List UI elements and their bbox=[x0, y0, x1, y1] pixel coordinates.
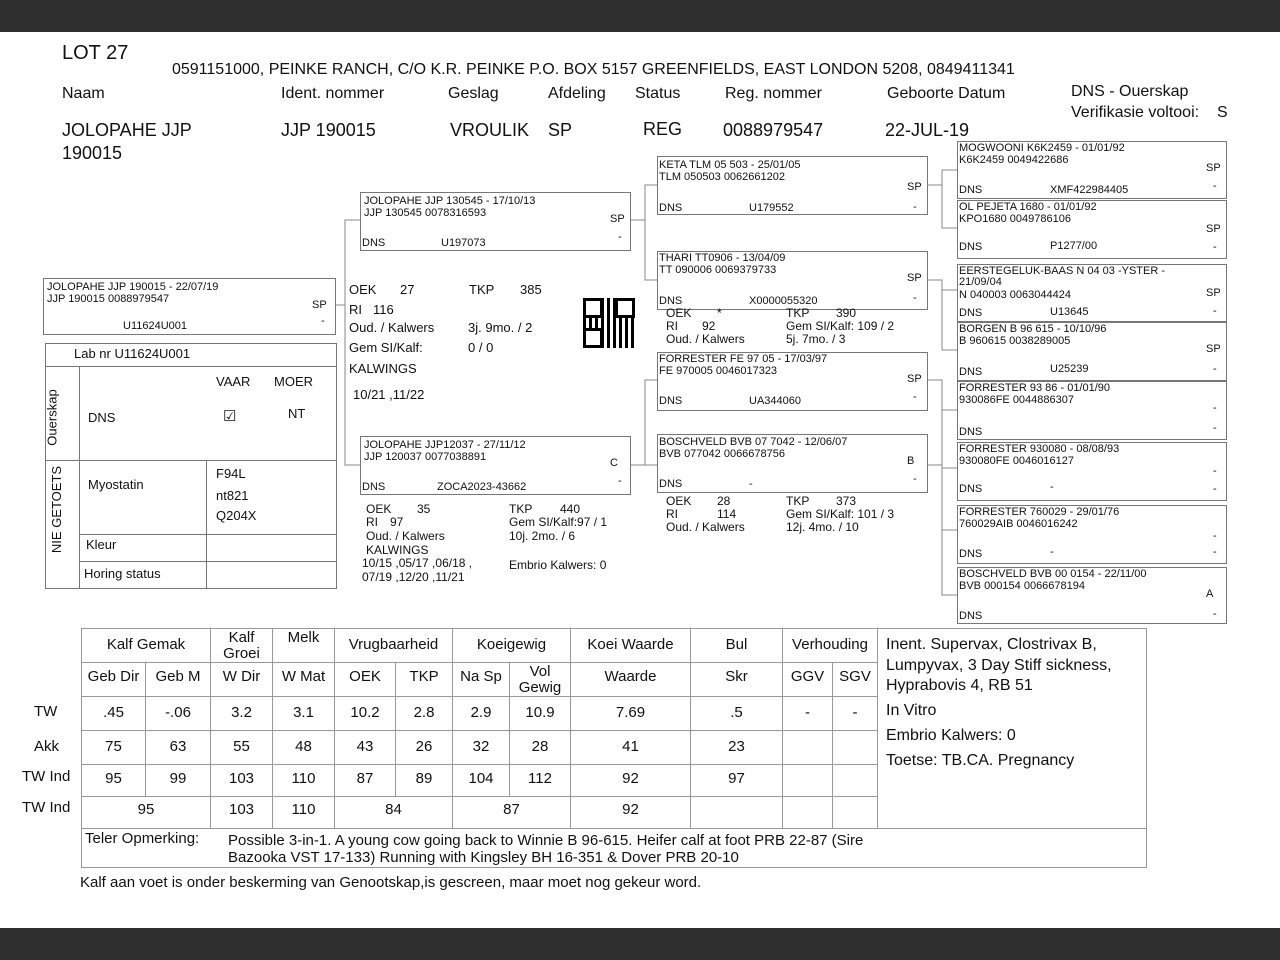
gp3-dash: - bbox=[913, 391, 917, 403]
nie-getoets-label: NIE GETOETS bbox=[49, 465, 65, 554]
akk-value: 32 bbox=[472, 738, 490, 755]
gp3-code: UA344060 bbox=[749, 395, 801, 407]
label-afdeling: Afdeling bbox=[548, 85, 606, 102]
gp2-gem: Gem SI/Kalf: 109 / 2 bbox=[786, 319, 895, 333]
ggp2-code: P1277/00 bbox=[1050, 240, 1098, 252]
animal-reg: 0088979547 bbox=[723, 120, 824, 140]
sub-vol-gewig: Vol Gewig bbox=[518, 663, 562, 696]
ggp4-sp: SP bbox=[1206, 343, 1221, 355]
subject-line2: JJP 190015 0088979547 bbox=[47, 293, 170, 305]
animal-ident: JJP 190015 bbox=[281, 120, 376, 140]
gp1-code: U179552 bbox=[749, 202, 794, 214]
gp4-line2: BVB 077042 0066678756 bbox=[659, 448, 786, 460]
subj-kalw-dates: 10/21 ,11/22 bbox=[353, 387, 425, 402]
myo-val-3: Q204X bbox=[216, 508, 257, 523]
checkbox-icon: ☑ bbox=[223, 408, 237, 425]
akk-value: 41 bbox=[622, 738, 639, 755]
ggp7-line2: 760029AIB 0046016242 bbox=[959, 518, 1078, 530]
ggp2-line2: KPO1680 0049786106 bbox=[959, 213, 1071, 225]
tw-ind2-value: 84 bbox=[385, 801, 402, 818]
grp-kalf-groei: Kalf Groei bbox=[223, 629, 260, 662]
horing-label: Horing status bbox=[84, 566, 161, 581]
tw-ind-value: 104 bbox=[468, 770, 494, 787]
dam-oek-label: OEK bbox=[366, 502, 392, 516]
tw-value: - bbox=[805, 704, 810, 721]
tw-value: 10.2 bbox=[350, 704, 380, 721]
grp-verhouding: Verhouding bbox=[792, 636, 868, 653]
moer-label: MOER bbox=[274, 374, 313, 389]
ggp6-dash: - bbox=[1213, 483, 1217, 495]
gp4-tkp-label: TKP bbox=[786, 494, 810, 508]
gp1-dns: DNS bbox=[659, 202, 683, 214]
ggp-box-3 bbox=[957, 264, 1227, 322]
myostatin-label: Myostatin bbox=[88, 477, 144, 492]
dam-gem: Gem SI/Kalf:97 / 1 bbox=[509, 515, 608, 529]
tw-ind2-value: 110 bbox=[291, 801, 316, 818]
dam-oek: 35 bbox=[417, 502, 431, 516]
tw-value: - bbox=[852, 704, 858, 721]
ggp-box-2 bbox=[957, 200, 1227, 259]
label-status: Status bbox=[635, 85, 681, 102]
gp2-line1: THARI TT0906 - 13/04/09 bbox=[659, 252, 786, 264]
sub-w-mat: W Mat bbox=[281, 668, 326, 685]
inent-line3: Hyprabovis 4, RB 51 bbox=[886, 677, 1033, 694]
sub-tkp: TKP bbox=[409, 668, 439, 685]
gp1-line2: TLM 050503 0062661202 bbox=[659, 171, 785, 183]
grandparent-box-2 bbox=[657, 251, 928, 310]
ggp6-sp: - bbox=[1213, 465, 1217, 477]
ggp5-line2: 930086FE 0044886307 bbox=[959, 394, 1074, 406]
dam-kalwings: KALWINGS bbox=[366, 543, 429, 557]
row-label-akk: Akk bbox=[34, 738, 60, 755]
ggp3-line1b: 21/09/04 bbox=[959, 276, 1002, 288]
gp4-dns: DNS bbox=[659, 478, 683, 490]
animal-name: JOLOPAHE JJP bbox=[62, 120, 192, 140]
remarks-line2: Bazooka VST 17-133) Running with Kingsley BH 16-351 & Dover PRB 20-10 bbox=[228, 849, 739, 866]
sub-geb-dir: Geb Dir bbox=[87, 668, 140, 685]
sub-geb-m: Geb M bbox=[155, 668, 201, 685]
gp1-line1: KETA TLM 05 503 - 25/01/05 bbox=[659, 159, 801, 171]
label-geslag: Geslag bbox=[448, 85, 499, 102]
label-geboorte: Geboorte Datum bbox=[887, 85, 1006, 102]
inent-line2: Lumpyvax, 3 Day Stiff sickness, bbox=[886, 657, 1112, 674]
dam-dates-1: 10/15 ,05/17 ,06/18 , bbox=[362, 556, 473, 570]
gp2-tkp: 390 bbox=[836, 306, 857, 320]
ggp2-sp: SP bbox=[1206, 223, 1221, 235]
sub-oek: OEK bbox=[349, 668, 381, 685]
dam-tkp-label: TKP bbox=[509, 502, 533, 516]
gp4-dash: - bbox=[913, 473, 917, 485]
subject-line1: JOLOPAHE JJP 190015 - 22/07/19 bbox=[47, 281, 219, 293]
dns-label: DNS bbox=[88, 410, 116, 425]
label-ident: Ident. nommer bbox=[281, 85, 385, 102]
row-label-tw: TW bbox=[34, 703, 58, 720]
grandparent-box-1 bbox=[657, 156, 928, 215]
dam-box bbox=[360, 436, 631, 495]
gp2-tkp-label: TKP bbox=[786, 306, 810, 320]
tw-value: 2.8 bbox=[413, 704, 435, 721]
tw-ind-value: 110 bbox=[291, 770, 316, 787]
tw-ind-value: 92 bbox=[622, 770, 639, 787]
ggp7-code: - bbox=[1050, 546, 1054, 558]
gp2-oek: * bbox=[717, 306, 722, 320]
gp4-ri: 114 bbox=[717, 507, 737, 521]
tw-value: 7.69 bbox=[615, 704, 646, 721]
ggp7-line1: FORRESTER 760029 - 29/01/76 bbox=[959, 506, 1120, 518]
gp2-oek-label: OEK bbox=[666, 306, 692, 320]
ggp1-code: XMF422984405 bbox=[1050, 184, 1129, 196]
dam-dns: DNS bbox=[362, 481, 386, 493]
sub-w-dir: W Dir bbox=[222, 668, 261, 685]
gp3-line1: FORRESTER FE 97 05 - 17/03/97 bbox=[659, 353, 828, 365]
grp-kalf-gemak: Kalf Gemak bbox=[106, 636, 186, 653]
gp4-age: 12j. 4mo. / 10 bbox=[786, 520, 859, 534]
label-naam: Naam bbox=[62, 85, 105, 102]
myo-val-2: nt821 bbox=[216, 488, 249, 503]
tw-ind2-value: 92 bbox=[622, 801, 639, 818]
lab-box bbox=[45, 343, 337, 589]
lot-number: LOT 27 bbox=[62, 42, 129, 64]
dam-ri: 97 bbox=[390, 515, 404, 529]
in-vitro: In Vitro bbox=[886, 702, 937, 719]
gp4-oek-label: OEK bbox=[666, 494, 692, 508]
sub-sgv: SGV bbox=[839, 668, 871, 685]
dam-embrio: Embrio Kalwers: 0 bbox=[509, 558, 607, 572]
sub-na-sp: Na Sp bbox=[460, 668, 502, 685]
tw-value: 2.9 bbox=[470, 704, 492, 721]
label-reg: Reg. nommer bbox=[725, 85, 822, 102]
subj-gem-label: Gem SI/Kalf: bbox=[349, 340, 423, 355]
akk-value: 63 bbox=[169, 738, 187, 755]
lab-title: Lab nr U11624U001 bbox=[74, 346, 191, 361]
ggp6-line1: FORRESTER 930080 - 08/08/93 bbox=[959, 443, 1120, 455]
sire-dash: - bbox=[618, 231, 622, 243]
gp4-oud-label: Oud. / Kalwers bbox=[666, 520, 745, 534]
gp4-gem: Gem SI/Kalf: 101 / 3 bbox=[786, 507, 895, 521]
dam-line2: JJP 120037 0077038891 bbox=[364, 451, 487, 463]
ggp2-dash: - bbox=[1213, 241, 1217, 253]
ggp6-line2: 930080FE 0046016127 bbox=[959, 455, 1074, 467]
gp1-sp: SP bbox=[907, 181, 922, 193]
qr-code-icon bbox=[583, 298, 635, 348]
gp2-ri: 92 bbox=[702, 319, 716, 333]
tw-ind2-value: 95 bbox=[137, 801, 155, 818]
animal-afdeling: SP bbox=[548, 120, 573, 140]
sire-sp: SP bbox=[610, 213, 625, 225]
tw-ind-value: 89 bbox=[415, 770, 433, 787]
ggp1-line1: MOGWOONI K6K2459 - 01/01/92 bbox=[959, 142, 1125, 154]
nt-value: NT bbox=[288, 406, 306, 421]
ggp8-sp: A bbox=[1206, 588, 1214, 600]
grp-melk: Melk bbox=[287, 629, 320, 646]
ggp-box-5 bbox=[957, 381, 1227, 440]
kleur-label: Kleur bbox=[86, 537, 117, 552]
dam-oud-label: Oud. / Kalwers bbox=[366, 529, 445, 543]
subj-gem: 0 / 0 bbox=[468, 340, 494, 355]
ggp4-code: U25239 bbox=[1050, 363, 1089, 375]
gp2-line2: TT 090006 0069379733 bbox=[659, 264, 777, 276]
gp4-oek: 28 bbox=[717, 494, 731, 508]
akk-value: 75 bbox=[105, 738, 122, 755]
gp3-line2: FE 970005 0046017323 bbox=[659, 365, 778, 377]
remarks-label: Teler Opmerking: bbox=[85, 830, 200, 847]
subj-ri: 116 bbox=[373, 302, 394, 317]
sire-code: U197073 bbox=[441, 237, 486, 249]
ggp3-sp: SP bbox=[1206, 287, 1221, 299]
tw-value: .45 bbox=[103, 704, 124, 721]
tw-ind2-value: 103 bbox=[228, 801, 255, 818]
gp3-dns: DNS bbox=[659, 395, 683, 407]
akk-value: 55 bbox=[233, 738, 250, 755]
subj-oud-label: Oud. / Kalwers bbox=[349, 320, 435, 335]
ggp1-line2: K6K2459 0049422686 bbox=[959, 154, 1069, 166]
ggp3-line2: N 040003 0063044424 bbox=[959, 289, 1071, 301]
sire-line1: JOLOPAHE JJP 130545 - 17/10/13 bbox=[364, 195, 536, 207]
akk-value: 43 bbox=[356, 738, 374, 755]
ggp1-sp: SP bbox=[1206, 162, 1221, 174]
gp2-code: X0000055320 bbox=[749, 295, 818, 307]
gp4-sp: B bbox=[907, 455, 915, 467]
subject-dash: - bbox=[321, 315, 325, 327]
subj-oek: 27 bbox=[400, 282, 415, 297]
ggp5-dns: DNS bbox=[959, 426, 983, 438]
ggp4-dash: - bbox=[1213, 363, 1217, 375]
label-verifikasie: Verifikasie voltooi: bbox=[1071, 104, 1200, 121]
tw-value: .5 bbox=[730, 704, 743, 721]
ggp2-dns: DNS bbox=[959, 241, 983, 253]
gp2-dns: DNS bbox=[659, 295, 683, 307]
akk-value: 48 bbox=[295, 738, 312, 755]
gp4-ri-label: RI bbox=[666, 507, 678, 521]
gp4-tkp: 373 bbox=[836, 494, 857, 508]
bottom-bar bbox=[0, 928, 1280, 960]
dam-line1: JOLOPAHE JJP12037 - 27/11/12 bbox=[364, 439, 526, 451]
dam-code: ZOCA2023-43662 bbox=[437, 481, 527, 493]
grp-vrugbaarheid: Vrugbaarheid bbox=[348, 636, 439, 653]
dam-dates-2: 07/19 ,12/20 ,11/21 bbox=[362, 570, 465, 584]
sub-ggv: GGV bbox=[790, 668, 825, 685]
dam-dash: - bbox=[618, 475, 622, 487]
subj-oek-label: OEK bbox=[349, 282, 377, 297]
akk-value: 28 bbox=[531, 738, 549, 755]
tw-ind-value: 103 bbox=[228, 770, 255, 787]
ggp7-dash: - bbox=[1213, 546, 1217, 558]
ggp6-dns: DNS bbox=[959, 483, 983, 495]
tw-ind-value: 99 bbox=[169, 770, 187, 787]
sub-waarde: Waarde bbox=[604, 668, 657, 685]
remarks-line1: Possible 3-in-1. A young cow going back to Winnie B 96-615. Heifer calf at foot PRB 22-87 (Sire bbox=[228, 832, 864, 849]
subject-code: U11624U001 bbox=[123, 320, 188, 332]
akk-value: 26 bbox=[415, 738, 433, 755]
ggp3-code: U13645 bbox=[1050, 306, 1089, 318]
gp1-dash: - bbox=[913, 201, 917, 213]
vaar-label: VAAR bbox=[216, 374, 251, 389]
subj-ri-label: RI bbox=[349, 302, 362, 317]
subj-tkp: 385 bbox=[520, 282, 542, 297]
grandparent-box-3 bbox=[657, 352, 928, 411]
ggp3-dns: DNS bbox=[959, 307, 983, 319]
tw-ind-value: 97 bbox=[728, 770, 745, 787]
ggp5-dash: - bbox=[1213, 422, 1217, 434]
subject-sp: SP bbox=[312, 299, 327, 311]
ggp-box-6 bbox=[957, 442, 1227, 501]
gp2-oud-label: Oud. / Kalwers bbox=[666, 332, 745, 346]
dam-sp: C bbox=[610, 457, 618, 469]
tw-ind2-value: 87 bbox=[503, 801, 520, 818]
subj-kalwings: KALWINGS bbox=[349, 361, 417, 376]
grp-bul: Bul bbox=[725, 636, 748, 653]
gp3-sp: SP bbox=[907, 373, 922, 385]
dam-ri-label: RI bbox=[366, 515, 378, 529]
gp2-sp: SP bbox=[907, 272, 922, 284]
animal-dob: 22-JUL-19 bbox=[885, 120, 970, 140]
tw-ind-value: 95 bbox=[105, 770, 122, 787]
subj-oud: 3j. 9mo. / 2 bbox=[468, 320, 533, 335]
ggp4-line1: BORGEN B 96 615 - 10/10/96 bbox=[959, 323, 1107, 335]
ggp4-dns: DNS bbox=[959, 366, 983, 378]
ggp7-dns: DNS bbox=[959, 548, 983, 560]
ggp5-sp: - bbox=[1213, 402, 1217, 414]
myo-val-1: F94L bbox=[216, 466, 246, 481]
verifikasie-value: S bbox=[1217, 104, 1228, 121]
ggp-box-1 bbox=[957, 141, 1227, 199]
ggp8-dns: DNS bbox=[959, 610, 983, 622]
dam-tkp: 440 bbox=[560, 502, 581, 516]
ggp7-sp: - bbox=[1213, 530, 1217, 542]
ggp5-line1: FORRESTER 93 86 - 01/01/90 bbox=[959, 382, 1111, 394]
ggp1-dash: - bbox=[1213, 180, 1217, 192]
animal-geslag: VROULIK bbox=[450, 120, 530, 140]
subject-box bbox=[43, 278, 336, 335]
sub-skr: Skr bbox=[725, 668, 748, 685]
footer-note: Kalf aan voet is onder beskerming van Genootskap,is gescreen, maar moet nog gekeur word. bbox=[80, 874, 702, 891]
row-label-tw-ind: TW Ind bbox=[22, 768, 71, 785]
animal-status: REG bbox=[643, 119, 683, 139]
tw-value: -.06 bbox=[165, 704, 191, 721]
owner-line: 0591151000, PEINKE RANCH, C/O K.R. PEINKE P.O. BOX 5157 GREENFIELDS, EAST LONDON 5208, 0849411341 bbox=[172, 61, 1015, 78]
ggp4-line2: B 960615 0038289005 bbox=[959, 335, 1071, 347]
gp2-age: 5j. 7mo. / 3 bbox=[786, 332, 846, 346]
tw-value: 10.9 bbox=[525, 704, 555, 721]
tw-value: 3.2 bbox=[231, 704, 252, 721]
ggp1-dns: DNS bbox=[959, 184, 983, 196]
akk-value: 23 bbox=[728, 738, 745, 755]
dam-age: 10j. 2mo. / 6 bbox=[509, 529, 576, 543]
ouerskap-label: Ouerskap bbox=[44, 389, 60, 446]
top-bar bbox=[0, 0, 1280, 32]
subj-tkp-label: TKP bbox=[469, 282, 495, 297]
gp4-line1: BOSCHVELD BVB 07 7042 - 12/06/07 bbox=[659, 436, 848, 448]
inent-line1: Inent. Supervax, Clostrivax B, bbox=[886, 636, 1097, 653]
tw-value: 3.1 bbox=[293, 704, 314, 721]
toetse: Toetse: TB.CA. Pregnancy bbox=[886, 752, 1075, 769]
tw-ind-value: 112 bbox=[528, 770, 552, 787]
grp-koei-waarde: Koei Waarde bbox=[587, 636, 674, 653]
sire-dns: DNS bbox=[362, 237, 386, 249]
ggp8-line2: BVB 000154 0066678194 bbox=[959, 580, 1086, 592]
grandparent-box-4 bbox=[657, 434, 928, 493]
ggp8-line1: BOSCHVELD BVB 00 0154 - 22/11/00 bbox=[959, 568, 1147, 580]
tw-ind-value: 87 bbox=[356, 770, 374, 787]
label-dns-ouerskap: DNS - Ouerskap bbox=[1071, 83, 1189, 100]
embrio-kalwers: Embrio Kalwers: 0 bbox=[886, 727, 1016, 744]
ggp3-line1: EERSTEGELUK-BAAS N 04 03 -YSTER - bbox=[959, 265, 1166, 277]
ggp-box-8 bbox=[957, 567, 1227, 624]
row-label-tw-ind-2: TW Ind bbox=[22, 799, 71, 816]
sire-box bbox=[360, 192, 631, 251]
gp4-code: - bbox=[749, 478, 753, 490]
ggp6-code: - bbox=[1050, 481, 1054, 493]
grp-koeigewig: Koeigewig bbox=[476, 636, 547, 653]
gp2-dash: - bbox=[913, 292, 917, 304]
ggp3-dash: - bbox=[1213, 305, 1217, 317]
ggp-box-4 bbox=[957, 322, 1227, 381]
ggp8-dash: - bbox=[1213, 608, 1217, 620]
ggp-box-7 bbox=[957, 505, 1227, 564]
gp2-ri-label: RI bbox=[666, 319, 678, 333]
ggp2-line1: OL PEJETA 1680 - 01/01/92 bbox=[959, 201, 1097, 213]
sire-line2: JJP 130545 0078316593 bbox=[364, 207, 487, 219]
animal-name-2: 190015 bbox=[62, 143, 123, 163]
